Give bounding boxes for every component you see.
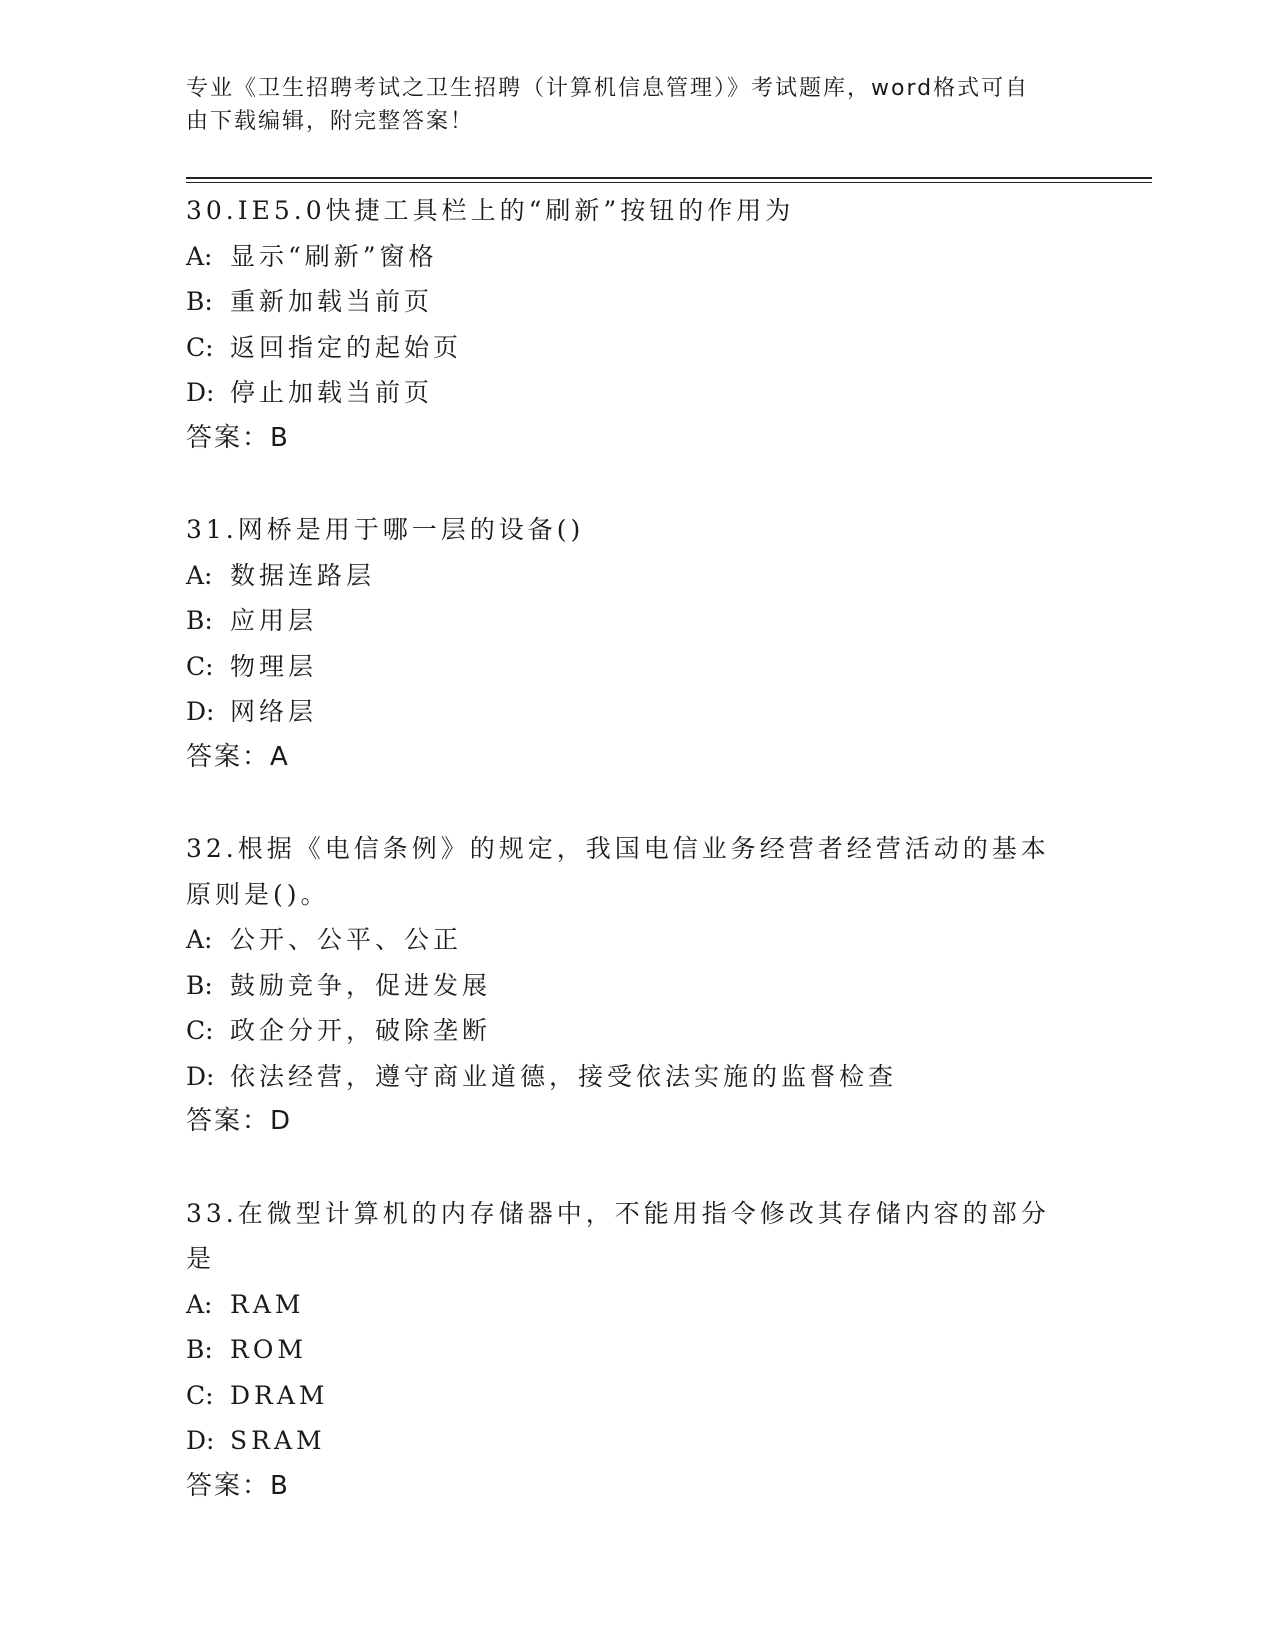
option-text: 停止加载当前页 bbox=[230, 378, 434, 407]
option-text: 鼓励竞争，促进发展 bbox=[230, 970, 492, 1000]
option-text: 重新加载当前页 bbox=[230, 287, 434, 316]
option-a bbox=[186, 917, 1086, 963]
option-b bbox=[186, 598, 1086, 644]
option-c bbox=[186, 644, 1086, 690]
option-a bbox=[186, 553, 1086, 599]
question-31 bbox=[186, 507, 1086, 780]
option-letter: A: bbox=[186, 925, 213, 954]
option-letter: A: bbox=[186, 241, 213, 271]
option-b bbox=[186, 1327, 1086, 1373]
header-line-2: 由下载编辑，附完整答案！ bbox=[186, 109, 475, 134]
question-33 bbox=[186, 1191, 1086, 1510]
option-a bbox=[186, 1282, 1086, 1328]
question-stem: 30.IE5.0快捷工具栏上的“刷新”按钮的作用为 bbox=[186, 196, 795, 225]
option-letter: B: bbox=[186, 287, 213, 316]
answer-line: 答案：D bbox=[186, 1106, 293, 1136]
option-text: 依法经营，遵守商业道德，接受依法实施的监督检查 bbox=[230, 1061, 898, 1091]
option-letter: A: bbox=[186, 560, 213, 590]
option-letter: B: bbox=[186, 1335, 213, 1364]
question-30 bbox=[186, 188, 1086, 461]
option-letter: B: bbox=[186, 970, 213, 1000]
option-text: 应用层 bbox=[230, 606, 318, 635]
option-text: SRAM bbox=[230, 1426, 326, 1455]
answer-line: 答案：B bbox=[186, 422, 290, 453]
option-letter: C: bbox=[186, 1380, 214, 1410]
option-letter: D: bbox=[186, 378, 215, 407]
question-stem: 33.在微型计算机的内存储器中，不能用指令修改其存储内容的部分是 bbox=[186, 1198, 1050, 1273]
option-c bbox=[186, 1008, 1086, 1054]
document-header bbox=[186, 72, 1066, 138]
option-text: ROM bbox=[230, 1335, 307, 1364]
option-letter: D: bbox=[186, 1426, 215, 1455]
option-text: DRAM bbox=[230, 1380, 329, 1410]
option-letter: C: bbox=[186, 332, 214, 362]
option-d bbox=[186, 1418, 1086, 1464]
header-line-1: 专业《卫生招聘考试之卫生招聘（计算机信息管理）》考试题库，word格式可自 bbox=[186, 76, 1030, 101]
option-text: 返回指定的起始页 bbox=[230, 332, 463, 362]
option-text: RAM bbox=[230, 1289, 305, 1319]
answer-line: 答案：B bbox=[186, 1470, 290, 1501]
question-32 bbox=[186, 826, 1086, 1145]
option-letter: C: bbox=[186, 1016, 214, 1045]
option-letter: D: bbox=[186, 1061, 215, 1091]
option-d bbox=[186, 1054, 1086, 1100]
question-stem: 31.网桥是用于哪一层的设备() bbox=[186, 515, 585, 544]
option-c bbox=[186, 325, 1086, 371]
option-d bbox=[186, 689, 1086, 735]
header-divider-thick bbox=[186, 177, 1152, 179]
option-text: 网络层 bbox=[230, 697, 318, 726]
option-d bbox=[186, 370, 1086, 416]
option-text: 公开、公平、公正 bbox=[230, 925, 463, 954]
option-letter: A: bbox=[186, 1289, 213, 1319]
header-divider-thin bbox=[186, 182, 1152, 183]
question-list bbox=[186, 188, 1086, 1555]
option-b bbox=[186, 279, 1086, 325]
option-b bbox=[186, 963, 1086, 1009]
option-letter: C: bbox=[186, 651, 214, 681]
option-c bbox=[186, 1373, 1086, 1419]
option-letter: B: bbox=[186, 606, 213, 635]
option-text: 显示“刷新”窗格 bbox=[230, 241, 438, 271]
option-text: 物理层 bbox=[230, 651, 318, 681]
option-a bbox=[186, 234, 1086, 280]
question-stem: 32.根据《电信条例》的规定，我国电信业务经营者经营活动的基本原则是()。 bbox=[186, 834, 1050, 909]
option-letter: D: bbox=[186, 697, 215, 726]
option-text: 政企分开，破除垄断 bbox=[230, 1016, 492, 1045]
answer-line: 答案：A bbox=[186, 741, 290, 772]
option-text: 数据连路层 bbox=[230, 560, 376, 590]
